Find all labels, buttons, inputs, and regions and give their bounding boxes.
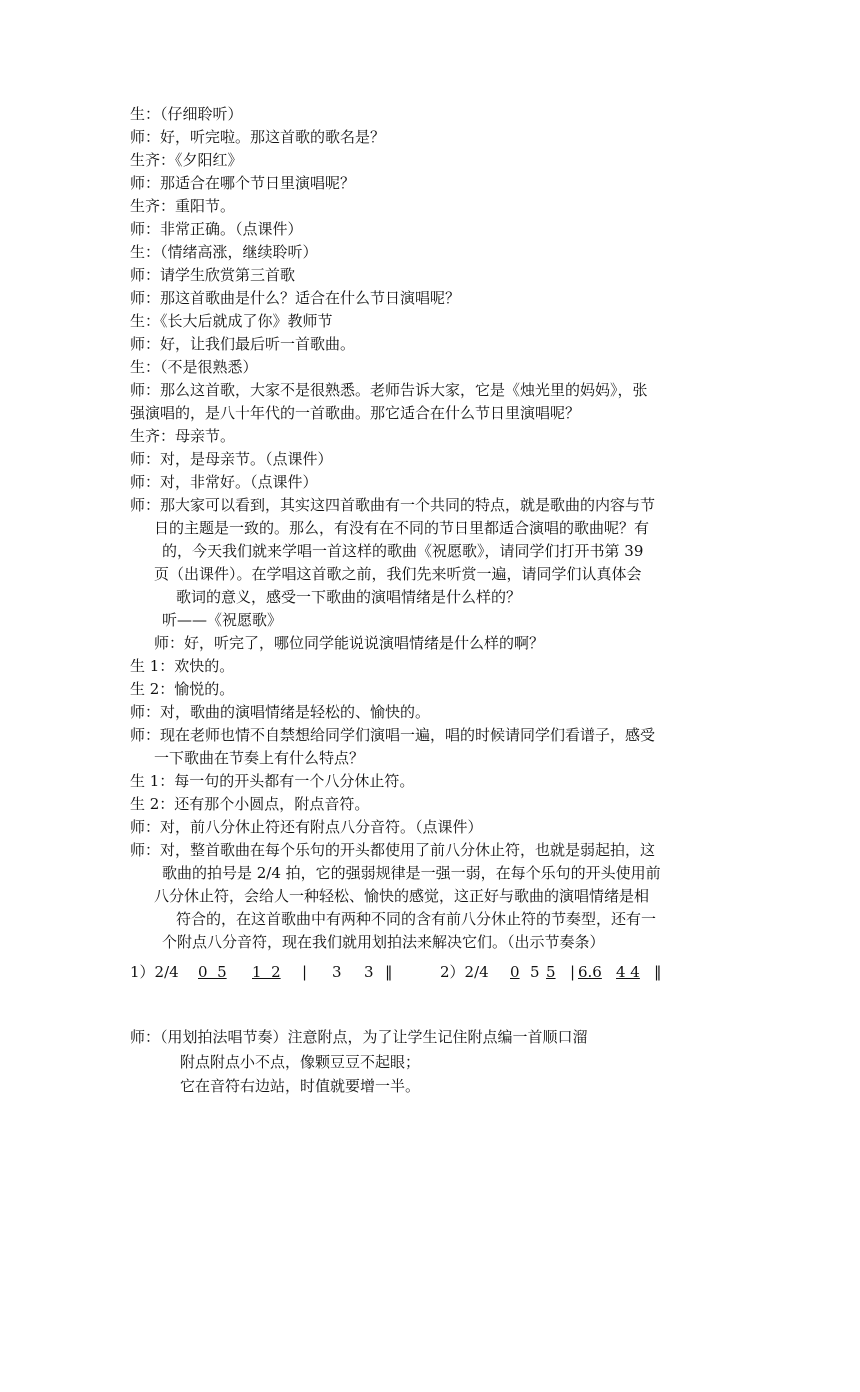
rhythm-1-end-bar: ‖ [385,963,393,981]
text-line: 师：对，前八分休止符还有附点八分音符。（点课件） [130,818,483,836]
text-line: 生：《长大后就成了你》教师节 [130,312,333,330]
rhythm-1-barline: | [302,963,308,981]
text-line: 生：（仔细聆听） [130,105,243,123]
text-line: 生 1：欢快的。 [130,657,235,675]
text-line: 师：好，让我们最后听一首歌曲。 [130,335,356,353]
text-line: 生 2：愉悦的。 [130,680,235,698]
rhythm-2-beat-d: 6.6 [578,963,602,981]
text-line: 八分休止符，会给人一种轻松、愉快的感觉，这正好与歌曲的演唱情绪是相 [154,887,650,905]
rhythm-2-beat-b: 5 [530,963,540,981]
text-line: 师：（用划拍法唱节奏）注意附点，为了让学生记住附点编一首顺口溜 [130,1028,588,1046]
text-line: 师：那大家可以看到，其实这四首歌曲有一个共同的特点，就是歌曲的内容与节 [130,496,656,514]
text-line: 生 2：还有那个小圆点，附点音符。 [130,795,370,813]
rhythm-1-beat-a: 0 5 [198,963,227,981]
text-line: 师：对，非常好。（点课件） [130,473,318,491]
text-line: 生齐：重阳节。 [130,197,236,215]
text-line: 生齐：《夕阳红》 [130,151,243,169]
rhythm-1-label: 1）2/4 [130,963,179,981]
text-line: 师：请学生欣赏第三首歌 [130,266,296,284]
text-line: 符合的，在这首歌曲中有两种不同的含有前八分休止符的节奏型，还有一 [176,910,657,928]
text-line: 师：对，整首歌曲在每个乐句的开头都使用了前八分休止符，也就是弱起拍，这 [130,841,656,859]
text-line: 师：现在老师也情不自禁想给同学们演唱一遍，唱的时候请同学们看谱子，感受 [130,726,656,744]
rhythm-2-beat-e: 4 4 [616,963,640,981]
rhythm-1-beat-c: 3 [332,963,342,981]
text-line: 日的主题是一致的。那么，有没有在不同的节日里都适合演唱的歌曲呢？有 [154,519,650,537]
text-line: 生：（不是很熟悉） [130,358,258,376]
text-line: 师：那适合在哪个节日里演唱呢？ [130,174,356,192]
text-line: 师：那么这首歌，大家不是很熟悉。老师告诉大家，它是《烛光里的妈妈》，张 [130,381,648,399]
text-line: 个附点八分音符，现在我们就用划拍法来解决它们。（出示节奏条） [162,933,605,951]
rhythm-2-label: 2）2/4 [440,963,489,981]
text-line: 师：对，是母亲节。（点课件） [130,450,333,468]
rhythm-2-end-bar: ‖ [654,963,662,981]
rhythm-2-barline: | [570,963,576,981]
text-line: 师：好，听完啦。那这首歌的歌名是？ [130,128,386,146]
text-line: 页（出课件）。在学唱这首歌之前，我们先来听赏一遍，请同学们认真体会 [154,565,642,583]
rhythm-notation [130,960,730,984]
rhythm-1-beat-b: 1 2 [252,963,281,981]
text-line: 歌词的意义，感受一下歌曲的演唱情绪是什么样的？ [176,588,522,606]
rhythm-2-beat-c: 5 [546,963,556,981]
text-line: 一下歌曲在节奏上有什么特点？ [154,749,365,767]
text-line: 师：非常正确。（点课件） [130,220,303,238]
rhythm-2-beat-a: 0 [510,963,520,981]
text-line: 的，今天我们就来学唱一首这样的歌曲《祝愿歌》，请同学们打开书第 39 [162,542,644,560]
text-line: 生：（情绪高涨，继续聆听） [130,243,318,261]
text-line: 强演唱的，是八十年代的一首歌曲。那它适合在什么节日里演唱呢？ [130,404,581,422]
text-line: 师：好，听完了，哪位同学能说说演唱情绪是什么样的啊？ [154,634,545,652]
text-line: 师：对，歌曲的演唱情绪是轻松的、愉快的。 [130,703,431,721]
text-line: 听——《祝愿歌》 [162,611,283,629]
text-line: 生齐：母亲节。 [130,427,236,445]
text-line: 生 1：每一句的开头都有一个八分休止符。 [130,772,415,790]
text-line: 附点附点小不点，像颗豆豆不起眼； [180,1053,421,1071]
rhythm-1-beat-d: 3 [364,963,374,981]
text-line: 歌曲的拍号是 2/4 拍，它的强弱规律是一强一弱，在每个乐句的开头使用前 [162,864,661,882]
text-line: 师：那这首歌曲是什么？适合在什么节日演唱呢？ [130,289,461,307]
text-line: 它在音符右边站，时值就要增一半。 [180,1077,421,1095]
